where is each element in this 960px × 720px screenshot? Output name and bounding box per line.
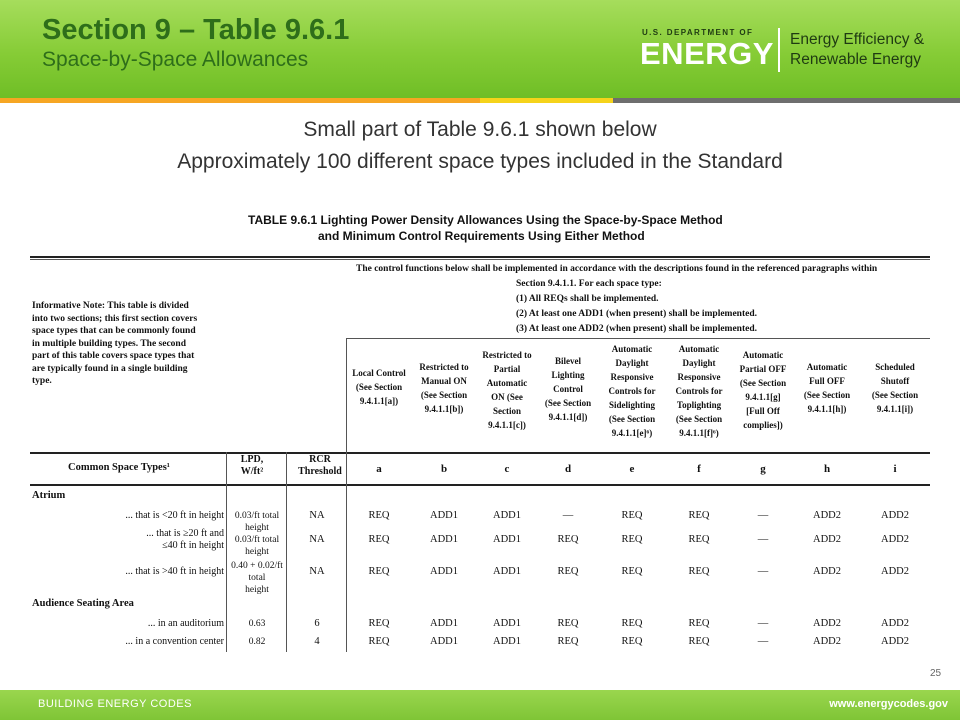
control-cell-e: REQ	[621, 510, 643, 521]
control-header-line: Lighting	[551, 370, 585, 380]
control-header-rule	[346, 338, 930, 339]
control-header-line: Automatic	[611, 344, 653, 354]
control-letter-c: c	[504, 463, 510, 475]
table-top-rule	[30, 256, 930, 258]
informative-note-line: space types that can be commonly found	[32, 326, 196, 336]
control-header-line: complies])	[743, 420, 783, 430]
control-header-line: Partial OFF	[739, 364, 787, 374]
control-header-line: 9.4.1.1[i])	[876, 404, 914, 414]
control-cell-b: ADD1	[430, 534, 458, 545]
control-header-line: Automatic	[742, 350, 784, 360]
lpd-value	[226, 534, 288, 558]
control-cell-h: ADD2	[813, 566, 841, 577]
control-cell-d: —	[562, 510, 574, 521]
space-type-label	[66, 618, 224, 630]
control-letter-b: b	[440, 463, 448, 475]
control-cell-i: ADD2	[881, 510, 909, 521]
logo-office-line1: Energy Efficiency &	[790, 31, 925, 48]
control-cell-h: ADD2	[813, 510, 841, 521]
informative-note-line: in multiple building types. The second	[32, 338, 186, 349]
control-cell-b: ADD1	[430, 510, 458, 521]
control-header-line: Restricted to	[482, 350, 532, 360]
lpd-value-line: 0.03/ft total height	[234, 511, 280, 533]
header-line: W/ft²	[240, 466, 264, 477]
column-header-top-rule	[30, 452, 930, 454]
header-line: RCR	[309, 454, 331, 465]
control-cell-f: REQ	[688, 510, 710, 521]
control-cell-g: —	[757, 534, 769, 545]
footer-website: www.energycodes.gov	[829, 698, 948, 710]
control-intro-text	[356, 262, 930, 337]
table-title-line2: and Minimum Control Requirements Using Either Method	[318, 229, 645, 243]
col-common-space-types: Common Space Types¹	[68, 462, 170, 473]
control-header-d	[538, 354, 598, 424]
control-cell-e: REQ	[621, 534, 643, 545]
space-type-label	[66, 528, 224, 552]
group-label-audience-seating: Audience Seating Area	[32, 598, 134, 609]
control-header-line: Restricted to	[419, 362, 469, 372]
control-cell-i: ADD2	[881, 636, 909, 647]
control-cell-h: ADD2	[813, 534, 841, 545]
informative-note-line: Informative Note: This table is divided	[32, 301, 189, 311]
control-header-line: 9.4.1.1[b])	[424, 404, 464, 414]
control-cell-f: REQ	[688, 566, 710, 577]
lpd-value	[226, 618, 288, 630]
control-letter-g: g	[760, 463, 766, 475]
lpd-value-line: height	[245, 585, 269, 595]
control-cell-c: ADD1	[493, 566, 521, 577]
control-cell-c: ADD1	[493, 534, 521, 545]
header-line: Threshold	[298, 466, 342, 477]
slide-footer	[0, 690, 960, 720]
control-cell-f: REQ	[688, 636, 710, 647]
accent-stripe-gray	[613, 98, 960, 103]
control-cell-i: ADD2	[881, 534, 909, 545]
control-header-line: Controls for	[608, 386, 656, 396]
control-header-line: ON (See	[491, 392, 523, 402]
control-cell-b: ADD1	[430, 566, 458, 577]
space-type-label-line: ... that is >40 ft in height	[125, 566, 224, 577]
control-cell-d: REQ	[557, 566, 579, 577]
lpd-value	[226, 560, 288, 596]
control-cell-a: REQ	[368, 510, 390, 521]
control-cell-a: REQ	[368, 566, 390, 577]
informative-note-line: type.	[32, 376, 52, 386]
informative-note-line: part of this table covers space types that	[32, 351, 195, 361]
control-cell-g: —	[757, 510, 769, 521]
control-intro-line: Section 9.4.1.1. For each space type:	[516, 279, 662, 289]
space-type-label-line: ... that is <20 ft in height	[125, 510, 224, 521]
control-header-line: 9.4.1.1[f]⁶)	[679, 428, 719, 438]
col-rcr-threshold	[290, 454, 350, 478]
logo-divider	[778, 28, 780, 72]
control-header-line: Responsive	[677, 372, 721, 382]
control-header-line: (See Section	[420, 390, 468, 400]
col-divider-1	[226, 452, 227, 652]
logo-office-line2: Renewable Energy	[790, 51, 921, 68]
control-cell-a: REQ	[368, 636, 390, 647]
space-type-label	[66, 566, 224, 578]
caption-line1: Small part of Table 9.6.1 shown below	[303, 118, 657, 141]
control-cell-h: ADD2	[813, 636, 841, 647]
col-divider-3	[346, 338, 347, 652]
control-cell-g: —	[757, 566, 769, 577]
column-header-bottom-rule	[30, 484, 930, 486]
space-type-label-line: ... in a convention center	[125, 636, 224, 647]
accent-stripe-yellow	[480, 98, 613, 103]
rcr-value: 4	[314, 636, 320, 647]
space-type-label-line: ... in an auditorium	[147, 618, 224, 629]
logo-energy-text: ENERGY	[640, 36, 774, 71]
informative-note	[32, 300, 252, 388]
control-header-e	[598, 342, 666, 440]
rcr-value: NA	[309, 510, 325, 521]
lpd-value	[226, 510, 288, 534]
control-header-line: Bilevel	[555, 356, 581, 366]
slide-header	[0, 0, 960, 98]
control-cell-f: REQ	[688, 534, 710, 545]
page-number: 25	[930, 668, 942, 679]
control-header-line: Partial	[493, 364, 521, 374]
control-cell-c: ADD1	[493, 618, 521, 629]
control-cell-e: REQ	[621, 636, 643, 647]
control-header-line: (See Section	[675, 414, 723, 424]
control-letter-f: f	[697, 463, 701, 475]
control-cell-c: ADD1	[493, 510, 521, 521]
control-letter-h: h	[823, 463, 831, 475]
caption-line2: Approximately 100 different space types included in the Standard	[177, 150, 783, 173]
control-header-a	[346, 366, 412, 408]
control-header-f	[666, 342, 732, 440]
control-header-line: (See Section	[544, 398, 592, 408]
header-line: LPD,	[240, 454, 264, 465]
control-cell-a: REQ	[368, 534, 390, 545]
informative-note-line: are typically found in a single building	[32, 363, 188, 374]
control-header-line: 9.4.1.1[c])	[488, 420, 526, 430]
footer-program-name: BUILDING ENERGY CODES	[38, 698, 192, 710]
control-header-line: [Full Off	[746, 406, 780, 416]
control-cell-d: REQ	[557, 636, 579, 647]
control-header-line: Daylight	[682, 358, 716, 368]
control-intro-line: The control functions below shall be implemented in accordance with the descriptions found in the referenced paragraphs within	[356, 264, 878, 274]
control-letter-e: e	[629, 463, 635, 475]
space-type-label	[66, 510, 224, 522]
group-label-atrium: Atrium	[32, 490, 66, 501]
control-cell-g: —	[757, 636, 769, 647]
lpd-value-line: 0.03/ft total height	[234, 535, 280, 557]
control-header-line: 9.4.1.1[g]	[745, 392, 781, 402]
space-type-label-line: ≤40 ft in height	[162, 540, 224, 551]
control-cell-i: ADD2	[881, 566, 909, 577]
control-header-line: Responsive	[610, 372, 654, 382]
control-header-h	[794, 360, 860, 416]
logo-dept-text: U.S. DEPARTMENT OF	[642, 28, 754, 37]
accent-stripe-orange	[0, 98, 480, 103]
table-9-6-1-image	[26, 200, 930, 660]
control-header-line: 9.4.1.1[a])	[359, 396, 399, 406]
space-type-label	[66, 636, 224, 648]
table-top-rule-2	[30, 259, 930, 260]
control-header-line: 9.4.1.1[h])	[807, 404, 847, 414]
control-header-line: Manual ON	[421, 376, 467, 386]
control-header-line: Controls for	[675, 386, 723, 396]
lpd-value	[226, 636, 288, 648]
control-cell-i: ADD2	[881, 618, 909, 629]
control-cell-b: ADD1	[430, 618, 458, 629]
control-intro-line: (3) At least one ADD2 (when present) shall be implemented.	[516, 324, 758, 334]
lpd-value-line: 0.82	[248, 637, 266, 647]
control-header-line: Scheduled	[875, 362, 915, 372]
control-header-i	[860, 360, 930, 416]
control-header-line: 9.4.1.1[d])	[548, 412, 588, 422]
control-letter-i: i	[893, 463, 897, 475]
control-cell-f: REQ	[688, 618, 710, 629]
slide-title: Section 9 – Table 9.6.1	[42, 14, 350, 46]
control-cell-b: ADD1	[430, 636, 458, 647]
doe-eere-logo	[642, 28, 942, 74]
table-title-line1: TABLE 9.6.1 Lighting Power Density Allowances Using the Space-by-Space Method	[248, 213, 723, 227]
control-intro-line: (1) All REQs shall be implemented.	[516, 294, 659, 304]
control-cell-e: REQ	[621, 566, 643, 577]
rcr-value: NA	[309, 566, 325, 577]
lpd-value-line: 0.63	[248, 619, 266, 629]
control-header-line: (See Section	[608, 414, 656, 424]
informative-note-line: into two sections; this first section covers	[32, 313, 198, 324]
control-header-line: Local Control	[352, 368, 406, 378]
control-cell-h: ADD2	[813, 618, 841, 629]
slide-subtitle: Space-by-Space Allowances	[42, 48, 309, 71]
control-cell-g: —	[757, 618, 769, 629]
control-header-line: Sidelighting	[608, 400, 655, 410]
rcr-value: NA	[309, 534, 325, 545]
control-header-c	[476, 348, 538, 432]
control-header-line: (See Section	[803, 390, 851, 400]
lpd-value-line: 0.40 + 0.02/ft total	[231, 561, 283, 583]
logo-office-text	[790, 30, 924, 70]
control-cell-d: REQ	[557, 618, 579, 629]
control-header-line: (See Section	[871, 390, 919, 400]
control-header-line: Automatic	[806, 362, 848, 372]
col-divider-2	[286, 452, 287, 652]
col-lpd	[232, 454, 272, 478]
control-header-line: (See Section	[355, 382, 403, 392]
control-header-g	[732, 348, 794, 432]
control-header-line: Automatic	[486, 378, 528, 388]
control-header-line: 9.4.1.1[e]⁶)	[611, 428, 653, 438]
control-header-b	[412, 360, 476, 416]
control-header-line: Control	[553, 384, 583, 394]
control-letter-d: d	[564, 463, 572, 475]
control-intro-line: (2) At least one ADD1 (when present) shall be implemented.	[516, 309, 758, 319]
control-header-line: Section	[493, 406, 521, 416]
rcr-value: 6	[314, 618, 320, 629]
control-cell-d: REQ	[557, 534, 579, 545]
control-header-line: Toplighting	[676, 400, 722, 410]
control-letter-a: a	[376, 463, 382, 475]
control-cell-a: REQ	[368, 618, 390, 629]
control-cell-e: REQ	[621, 618, 643, 629]
control-header-line: Full OFF	[809, 376, 845, 386]
space-type-label-line: ... that is ≥20 ft and	[146, 528, 224, 539]
control-header-line: Automatic	[678, 344, 720, 354]
control-header-line: Daylight	[615, 358, 649, 368]
control-cell-c: ADD1	[493, 636, 521, 647]
control-header-line: (See Section	[739, 378, 787, 388]
control-header-line: Shutoff	[880, 376, 910, 386]
